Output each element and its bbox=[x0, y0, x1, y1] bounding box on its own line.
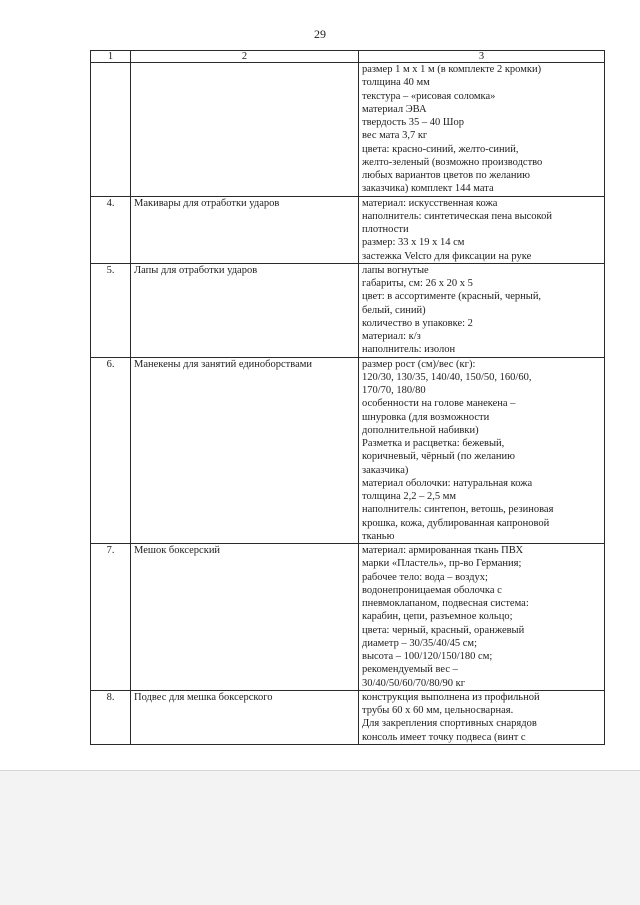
item-specification bbox=[359, 263, 605, 357]
row-number: 5. bbox=[91, 263, 131, 357]
row-number bbox=[91, 63, 131, 197]
specification-line: толщина 2,2 – 2,5 мм bbox=[362, 491, 457, 502]
column-header-number: 1 bbox=[91, 51, 131, 63]
specification-line: консоль имеет точку подвеса (винт с bbox=[362, 731, 526, 743]
specification-line: 120/30, 130/35, 140/40, 150/50, 160/60, bbox=[362, 371, 532, 383]
specification-line: текстура – «рисовая соломка» bbox=[362, 90, 496, 102]
specification-line: материал оболочки: натуральная кожа bbox=[362, 477, 533, 489]
specification-table bbox=[90, 50, 605, 745]
specification-line: рабочее тело: вода – воздух; bbox=[362, 571, 488, 583]
specification-line: размер: 33 х 19 х 14 см bbox=[362, 237, 465, 249]
table-row bbox=[91, 263, 605, 357]
table-header-row bbox=[91, 51, 605, 63]
specification-line: цвета: черный, красный, оранжевый bbox=[362, 624, 525, 636]
table-row bbox=[91, 357, 605, 544]
specification-line: шнуровка (для возможности bbox=[362, 411, 490, 423]
specification-line: Для закрепления спортивных снарядов bbox=[362, 718, 537, 730]
specification-line: застежка Velcro для фиксации на руке bbox=[362, 250, 532, 262]
specification-line: конструкция выполнена из профильной bbox=[362, 691, 540, 703]
row-number: 7. bbox=[91, 544, 131, 691]
specification-line: материал: к/з bbox=[362, 331, 421, 342]
specification-line: тканью bbox=[362, 530, 395, 542]
item-specification bbox=[359, 357, 605, 544]
item-name: Манекены для занятий единоборствами bbox=[131, 357, 359, 544]
item-name bbox=[131, 63, 359, 197]
specification-line: крошка, кожа, дублированная капроновой bbox=[362, 517, 550, 529]
specification-line: особенности на голове манекена – bbox=[362, 398, 516, 410]
specification-line: рекомендуемый вес – bbox=[362, 664, 458, 676]
item-name: Подвес для мешка боксерского bbox=[131, 690, 359, 744]
table-row bbox=[91, 63, 605, 197]
specification-line: толщина 40 мм bbox=[362, 77, 430, 89]
item-name: Макивары для отработки ударов bbox=[131, 196, 359, 263]
specification-line: карабин, цепи, разъемное кольцо; bbox=[362, 611, 513, 623]
specification-line: 170/70, 180/80 bbox=[362, 385, 426, 396]
specification-line: диаметр – 30/35/40/45 см; bbox=[362, 637, 477, 649]
specification-line: трубы 60 х 60 мм, цельносварная. bbox=[362, 705, 514, 716]
specification-line: цвета: красно-синий, желто-синий, bbox=[362, 143, 519, 155]
specification-line: дополнительной набивки) bbox=[362, 424, 479, 436]
table-body bbox=[91, 63, 605, 745]
specification-line: наполнитель: синтепон, ветошь, резиновая bbox=[362, 504, 554, 516]
item-specification bbox=[359, 196, 605, 263]
specification-line: коричневый, чёрный (по желанию bbox=[362, 451, 515, 463]
page-number: 29 bbox=[314, 27, 326, 41]
specification-line: материал ЭВА bbox=[362, 103, 427, 115]
table-row bbox=[91, 544, 605, 691]
specification-line: марки «Пластель», пр-во Германия; bbox=[362, 558, 522, 570]
specification-line: любых вариантов цветов по желанию bbox=[362, 170, 530, 181]
specification-line: Разметка и расцветка: бежевый, bbox=[362, 438, 505, 449]
table-row bbox=[91, 196, 605, 263]
specification-line: размер рост (см)/вес (кг): bbox=[362, 358, 476, 370]
row-number: 8. bbox=[91, 690, 131, 744]
specification-line: наполнитель: синтетическая пена высокой bbox=[362, 210, 552, 222]
specification-line: материал: искусственная кожа bbox=[362, 197, 498, 209]
specification-line: твердость 35 – 40 Шор bbox=[362, 117, 464, 128]
specification-line: высота – 100/120/150/180 см; bbox=[362, 651, 493, 662]
specification-line: цвет: в ассортименте (красный, черный, bbox=[362, 291, 542, 303]
specification-line: пневмоклапаном, подвесная система: bbox=[362, 598, 529, 609]
item-specification bbox=[359, 63, 605, 197]
item-specification bbox=[359, 544, 605, 691]
specification-line: наполнитель: изолон bbox=[362, 344, 456, 356]
item-name: Мешок боксерский bbox=[131, 544, 359, 691]
specification-line: габариты, см: 26 х 20 х 5 bbox=[362, 278, 473, 289]
column-header-name: 2 bbox=[131, 51, 359, 63]
table-row bbox=[91, 690, 605, 744]
specification-line: заказчика) комплект 144 мата bbox=[362, 183, 494, 195]
specification-line: желто-зеленый (возможно производство bbox=[362, 156, 543, 168]
specification-line: белый, синий) bbox=[362, 304, 426, 316]
specification-line: материал: армированная ткань ПВХ bbox=[362, 545, 524, 556]
specification-line: водонепроницаемая оболочка с bbox=[362, 584, 502, 596]
item-specification bbox=[359, 690, 605, 744]
row-number: 6. bbox=[91, 357, 131, 544]
specification-line: заказчика) bbox=[362, 464, 409, 476]
specification-line: размер 1 м х 1 м (в комплекте 2 кромки) bbox=[362, 64, 542, 75]
item-name: Лапы для отработки ударов bbox=[131, 263, 359, 357]
row-number: 4. bbox=[91, 196, 131, 263]
specification-line: плотности bbox=[362, 224, 409, 235]
specification-line: количество в упаковке: 2 bbox=[362, 317, 473, 329]
column-header-specification: 3 bbox=[359, 51, 605, 63]
specification-line: 30/40/50/60/70/80/90 кг bbox=[362, 677, 466, 689]
specification-line: вес мата 3,7 кг bbox=[362, 130, 428, 142]
specification-line: лапы вогнутые bbox=[362, 264, 429, 276]
